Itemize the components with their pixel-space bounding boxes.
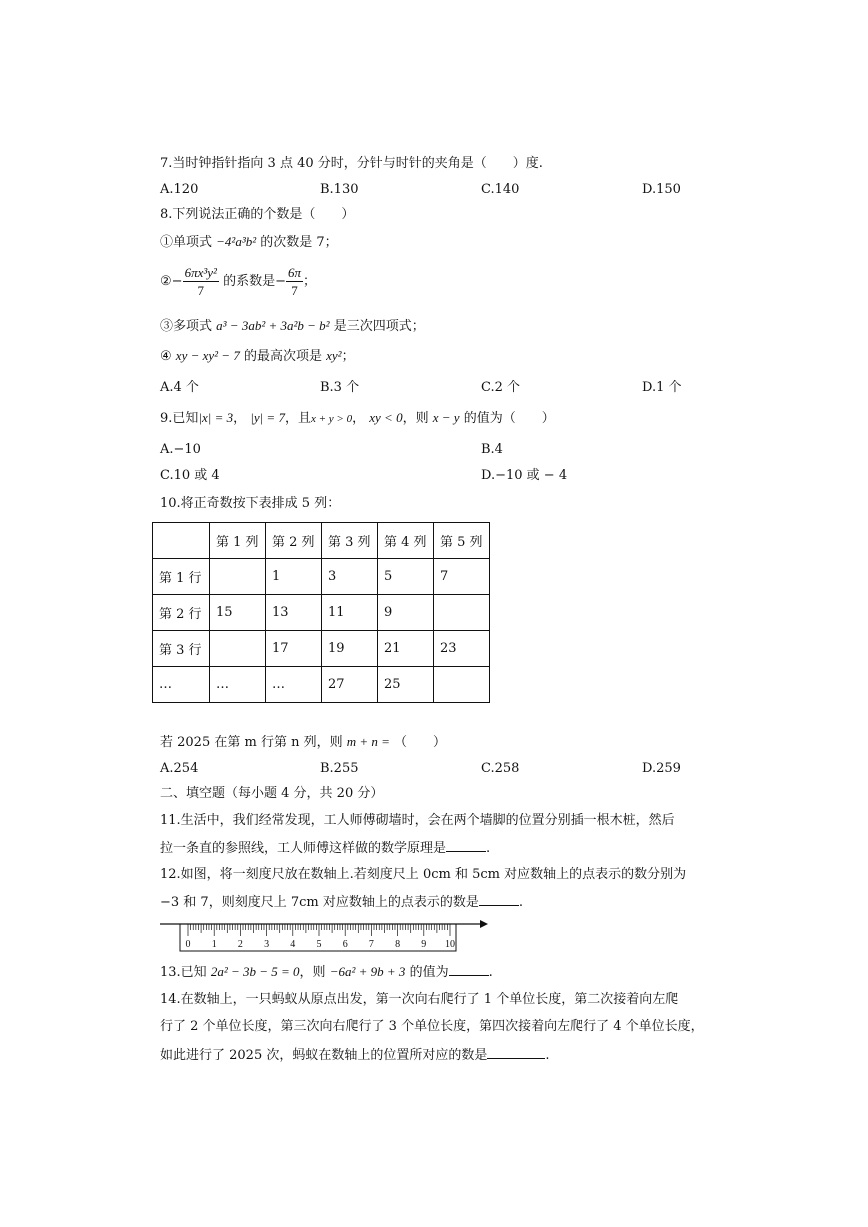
table-cell: 21 — [378, 631, 434, 667]
q14-end: . — [545, 1048, 550, 1063]
q9-option-b: B.4 — [481, 442, 503, 457]
q9-option-d: D.−10 或 − 4 — [481, 468, 568, 483]
q7-option-b: B.130 — [320, 182, 359, 197]
ruler-label: 10 — [445, 939, 455, 950]
q8-s2-text-mid: 的系数是 — [223, 274, 276, 289]
q9-text-end: 的值为（ ） — [463, 411, 555, 426]
table-row — [153, 559, 490, 595]
ruler-label: 1 — [211, 939, 217, 950]
q9-sep-3: ， — [352, 411, 366, 426]
q9-text: 9.已知 — [160, 411, 199, 426]
q13-text: 13.已知 — [160, 965, 207, 980]
table-cell: 第 1 列 — [210, 523, 266, 559]
q13-text-mid: ，则 — [299, 965, 326, 980]
ruler-label: 6 — [342, 939, 348, 950]
table-cell: 13 — [266, 595, 322, 631]
q9-option-a: A.−10 — [160, 442, 201, 457]
table-cell: 1 — [266, 559, 322, 595]
ruler-label: 0 — [185, 939, 191, 950]
q9-cond-sum: x + y > 0 — [310, 413, 353, 425]
q13-end: . — [488, 965, 493, 980]
table-cell — [434, 667, 490, 703]
q11-line-1: 11.生活中，我们经常发现，工人师傅砌墙时，会在两个墙脚的位置分别插一根木桩，然后 — [160, 813, 675, 828]
q8-s4-text: ④ — [160, 349, 172, 364]
q8-statement-2: ②− $\frac{\text{6πx³y²}}{7}$ 的系数是− $\frac{6\pi}{7}$ ； — [160, 265, 317, 298]
ruler-label: 8 — [395, 939, 401, 950]
q14-line-2: 行了 2 个单位长度，第三次向右爬行了 3 个单位长度，第四次接着向左爬行了 4 个单位长度， — [160, 1019, 704, 1034]
table-cell: 第 3 列 — [322, 523, 378, 559]
table-cell: 第 4 列 — [378, 523, 434, 559]
table-cell: 17 — [266, 631, 322, 667]
q9-sep-2: ，且 — [284, 411, 311, 426]
ruler-label: 2 — [237, 939, 243, 950]
q8-s4-math: xy − xy² − 7 — [175, 348, 240, 363]
q9-stem — [160, 410, 555, 427]
table-cell: 5 — [378, 559, 434, 595]
section-title: 二、填空题（每小题 4 分，共 20 分） — [160, 786, 384, 801]
table-cell: 7 — [434, 559, 490, 595]
q8-s4-text-mid: 的最高次项是 — [243, 349, 322, 364]
table-cell — [210, 631, 266, 667]
table-row — [153, 595, 490, 631]
q8-stem: 8.下列说法正确的个数是（ ） — [160, 207, 355, 222]
q8-s2-text: ② — [160, 274, 172, 289]
q7-option-a: A.120 — [160, 182, 199, 197]
q13-line — [160, 964, 493, 981]
table-cell: 23 — [434, 631, 490, 667]
q9-expression: x − y — [432, 410, 460, 425]
odd-number-table — [152, 522, 490, 703]
ruler-number-line-figure — [158, 916, 498, 952]
table-cell: 9 — [378, 595, 434, 631]
q12-end: . — [518, 895, 523, 910]
table-cell: 15 — [210, 595, 266, 631]
table-cell: 11 — [322, 595, 378, 631]
q8-s1-text: ①单项式 — [160, 235, 213, 250]
q8-s3-math: a³ − 3ab² + 3a²b − b² — [216, 318, 330, 333]
table-cell: 第 3 行 — [153, 631, 210, 667]
ruler-label: 3 — [264, 939, 270, 950]
q11-text: 拉一条直的参照线，工人师傅这样做的数学原理是 — [160, 841, 447, 856]
q10-option-c: C.258 — [481, 761, 520, 776]
table-cell: 第 5 列 — [434, 523, 490, 559]
q7-option-c: C.140 — [481, 182, 520, 197]
q7-stem: 7.当时钟指针指向 3 点 40 分时，分针与时针的夹角是（ ）度. — [160, 156, 543, 171]
q13-text-end: 的值为 — [409, 965, 449, 980]
answer-blank[interactable] — [449, 964, 489, 976]
q8-s2-text-end: ； — [303, 274, 317, 289]
ruler-label: 9 — [421, 939, 427, 950]
ruler-label: 7 — [368, 939, 374, 950]
table-cell: … — [210, 667, 266, 703]
table-cell: … — [153, 667, 210, 703]
table-cell: 27 — [322, 667, 378, 703]
table-cell: 19 — [322, 631, 378, 667]
q13-math-2: −6a² + 9b + 3 — [329, 964, 406, 979]
q8-statement-4 — [160, 348, 355, 365]
q11-end: . — [486, 841, 491, 856]
q9-cond-abs-x: |x| = 3 — [198, 410, 234, 425]
table-row — [153, 631, 490, 667]
q8-option-b: B.3 个 — [320, 380, 360, 395]
q8-s4-text-end: ； — [341, 349, 355, 364]
table-cell — [434, 595, 490, 631]
answer-blank[interactable] — [479, 894, 519, 906]
q7-option-d: D.150 — [642, 182, 681, 197]
q9-sep: ， — [233, 411, 247, 426]
q10-stem: 10.将正奇数按下表排成 5 列： — [160, 496, 341, 511]
q10-option-b: B.255 — [320, 761, 359, 776]
table-cell: 第 2 行 — [153, 595, 210, 631]
table-cell — [210, 559, 266, 595]
q8-s1-math: −4²a³b² — [216, 234, 257, 249]
ruler-label: 5 — [316, 939, 322, 950]
number-line-arrow-icon — [480, 920, 488, 928]
q10-question — [160, 734, 446, 751]
q9-sep-4: ，则 — [402, 411, 429, 426]
q8-s3-text: ③多项式 — [160, 319, 213, 334]
q13-math-1: 2a² − 3b − 5 = 0 — [210, 964, 300, 979]
q8-option-c: C.2 个 — [481, 380, 521, 395]
q8-option-a: A.4 个 — [160, 380, 199, 395]
answer-blank[interactable] — [446, 840, 486, 852]
answer-blank[interactable] — [487, 1047, 545, 1059]
q14-text: 如此进行了 2025 次，蚂蚁在数轴上的位置所对应的数是 — [160, 1048, 488, 1063]
q8-s2-fraction: $\frac{\text{6πx³y²}}{7}$ — [184, 265, 217, 298]
q8-option-d: D.1 个 — [642, 380, 682, 395]
q8-s2-fraction-2: $\frac{6\pi}{7}$ — [287, 265, 301, 298]
q12-text: −3 和 7，则刻度尺上 7cm 对应数轴上的点表示的数是 — [160, 895, 479, 910]
q14-line-3 — [160, 1047, 550, 1064]
q9-cond-product: xy < 0 — [369, 410, 403, 425]
q9-cond-abs-y: |y| = 7 — [250, 410, 285, 425]
q8-s3-text-end: 是三次四项式； — [333, 319, 425, 334]
q10-question-text: 若 2025 在第 m 行第 n 列，则 — [160, 735, 343, 750]
q10-question-math: m + n = — [346, 734, 390, 749]
table-header-row — [153, 523, 490, 559]
table-row — [153, 667, 490, 703]
q14-line-1: 14.在数轴上，一只蚂蚁从原点出发，第一次向右爬行了 1 个单位长度，第二次接着向左爬 — [160, 992, 679, 1007]
table-cell: 3 — [322, 559, 378, 595]
q10-option-d: D.259 — [642, 761, 681, 776]
q10-option-a: A.254 — [160, 761, 199, 776]
ruler-label: 4 — [290, 939, 296, 950]
q11-line-2 — [160, 840, 490, 857]
table-cell: … — [266, 667, 322, 703]
table-cell — [153, 523, 210, 559]
q9-option-c: C.10 或 4 — [160, 468, 220, 483]
q12-line-2 — [160, 894, 523, 911]
q8-statement-1 — [160, 234, 338, 251]
table-cell: 第 2 列 — [266, 523, 322, 559]
table-cell: 25 — [378, 667, 434, 703]
q10-question-end: （ ） — [394, 735, 447, 750]
q8-s1-text-end: 的次数是 7； — [260, 235, 338, 250]
q8-s4-math-2: xy² — [326, 348, 342, 363]
q12-line-1: 12.如图，将一刻度尺放在数轴上.若刻度尺上 0cm 和 5cm 对应数轴上的点表示的数分别为 — [160, 867, 687, 882]
q8-statement-3 — [160, 318, 425, 335]
table-cell: 第 1 行 — [153, 559, 210, 595]
